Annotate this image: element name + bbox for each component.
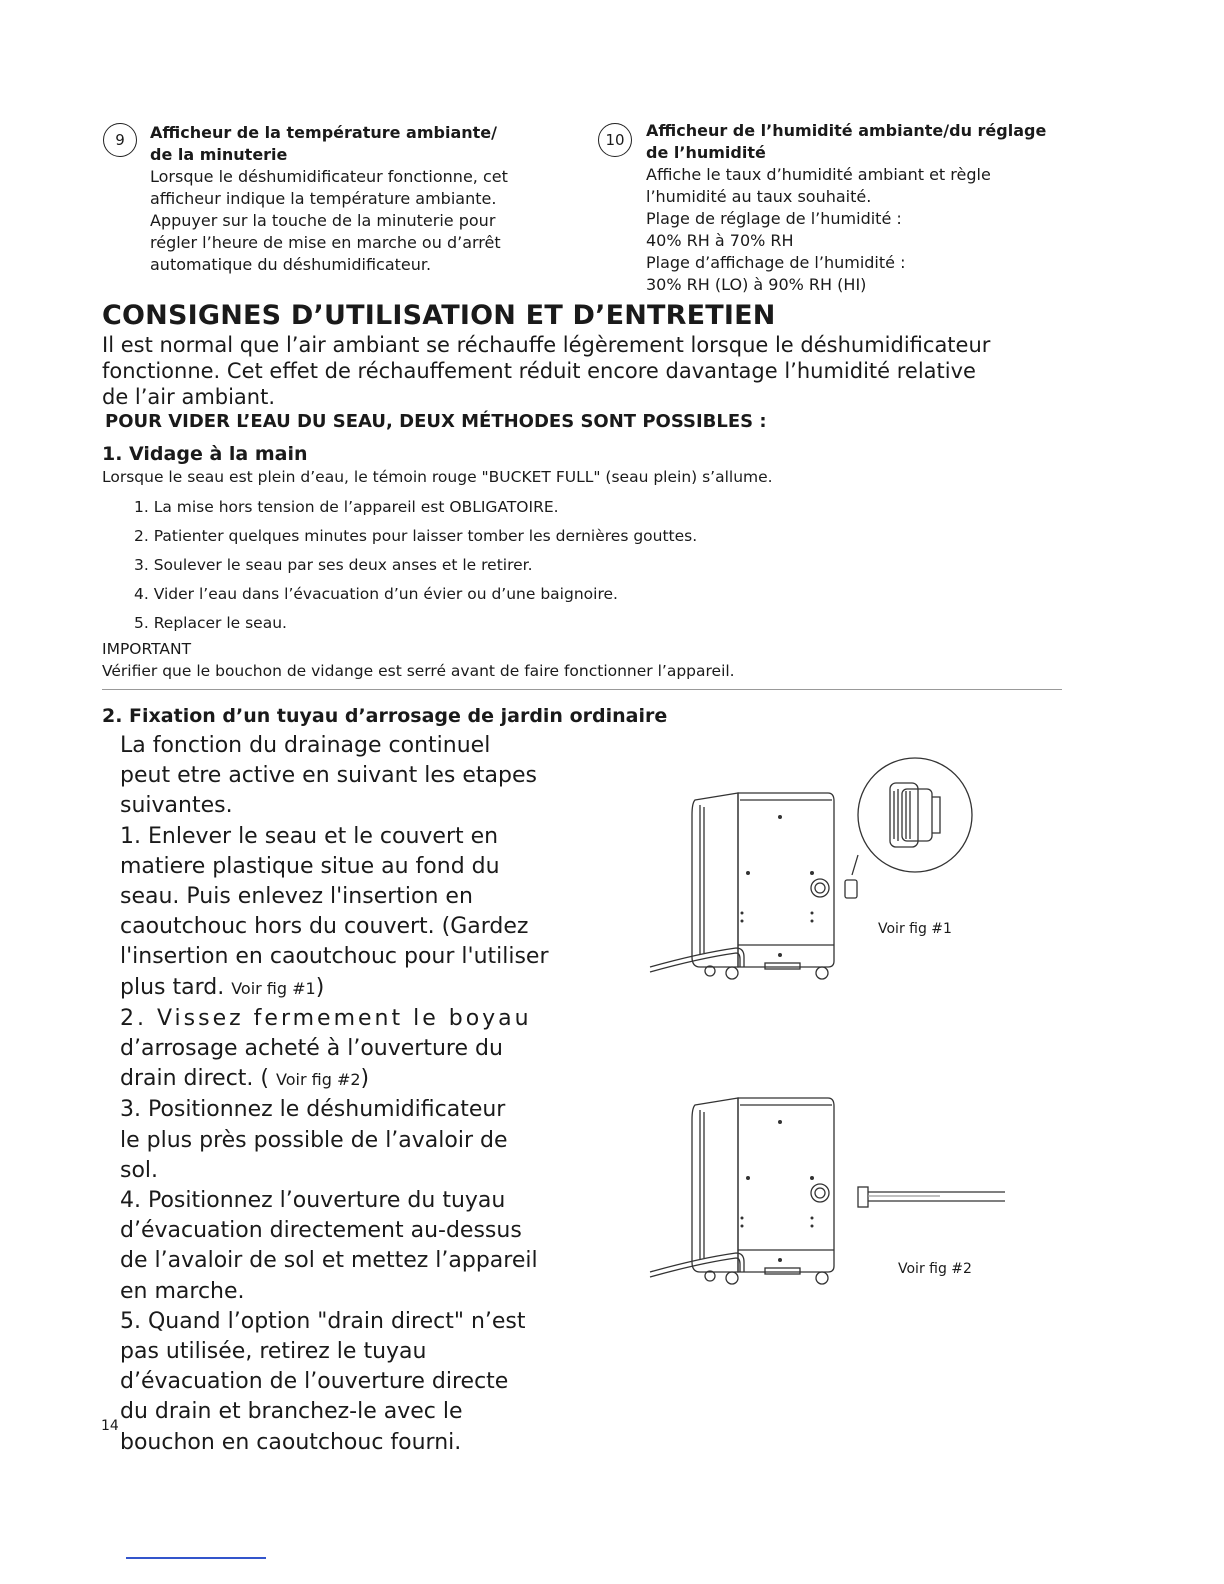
item-body-line: Plage d’affichage de l’humidité : — [646, 253, 906, 272]
instruction-line: peut etre active en suivant les etapes — [120, 763, 537, 789]
figure-ref: Voir fig #2 — [276, 1070, 361, 1090]
instruction-line: sol. — [120, 1157, 159, 1183]
instruction-line: d’évacuation directement au-dessus — [120, 1218, 522, 1244]
item-9 — [150, 122, 508, 276]
important-text: Vérifier que le bouchon de vidange est serré avant de faire fonctionner l’appareil. — [102, 662, 735, 680]
intro-paragraph — [102, 332, 990, 410]
item-body-line: régler l’heure de mise en marche ou d’arrêt — [150, 233, 501, 252]
item-body-line: Appuyer sur la touche de la minuterie pour — [150, 211, 496, 230]
instruction-line: seau. Puis enlevez l'insertion en — [120, 884, 473, 910]
section-divider — [102, 689, 1062, 690]
instruction-line: d’évacuation de l’ouverture directe — [120, 1369, 509, 1395]
instruction-line: 4. Positionnez l’ouverture du tuyau — [120, 1188, 506, 1214]
instruction-line: pas utilisée, retirez le tuyau — [120, 1339, 427, 1365]
item-title — [150, 122, 508, 166]
method1-step: 2. Patienter quelques minutes pour laisser tomber les dernières gouttes. — [134, 527, 698, 545]
method1-step: 3. Soulever le seau par ses deux anses et le retirer. — [134, 556, 533, 574]
figure-1-caption: Voir fig #1 — [878, 921, 952, 937]
item-body-line: l’humidité au taux souhaité. — [646, 187, 872, 206]
instruction-line: bouchon en caoutchouc fourni. — [120, 1429, 462, 1455]
instruction-text: ) — [315, 974, 325, 1000]
method1-title: 1. Vidage à la main — [102, 443, 308, 465]
instruction-line — [120, 1064, 549, 1095]
method1-step: 4. Vider l’eau dans l’évacuation d’un évier ou d’une baignoire. — [134, 585, 618, 603]
item-body-line: Affiche le taux d’humidité ambiant et règle — [646, 165, 991, 184]
footer-rule — [126, 1557, 266, 1559]
item-number: 9 — [115, 131, 125, 149]
instruction-line: 2. Vissez fermement le boyau — [120, 1005, 532, 1031]
page-number: 14 — [101, 1418, 119, 1434]
instruction-line: matiere plastique situe au fond du — [120, 853, 500, 879]
method1-step: 5. Replacer le seau. — [134, 614, 287, 632]
instruction-line: du drain et branchez-le avec le — [120, 1399, 463, 1425]
method1-lead: Lorsque le seau est plein d’eau, le témoin rouge "BUCKET FULL" (seau plein) s’allume. — [102, 468, 773, 486]
instruction-line: en marche. — [120, 1278, 245, 1304]
item-number-badge — [103, 123, 137, 157]
instruction-text: plus tard. — [120, 974, 225, 1000]
instruction-line: 3. Positionnez le déshumidificateur — [120, 1097, 506, 1123]
instruction-line: de l’avaloir de sol et mettez l’appareil — [120, 1248, 538, 1274]
item-title-line: Afficheur de l’humidité ambiante/du réglage — [646, 121, 1047, 140]
method1-step: 1. La mise hors tension de l’appareil est OBLIGATOIRE. — [134, 498, 559, 516]
instruction-line: d’arrosage acheté à l’ouverture du — [120, 1036, 503, 1062]
instruction-line: suivantes. — [120, 793, 233, 819]
instruction-text: ) — [360, 1066, 370, 1092]
figure-2-caption: Voir fig #2 — [898, 1261, 972, 1277]
method2-title: 2. Fixation d’un tuyau d’arrosage de jardin ordinaire — [102, 705, 668, 727]
method2-instructions — [120, 731, 549, 1458]
item-body-line: Lorsque le déshumidificateur fonctionne, cet — [150, 167, 508, 186]
important-label: IMPORTANT — [102, 640, 192, 658]
item-10 — [646, 120, 1046, 296]
item-number-badge — [598, 123, 632, 157]
figure-ref: Voir fig #1 — [231, 978, 316, 998]
item-body — [150, 166, 508, 276]
item-body-line: 30% RH (LO) à 90% RH (HI) — [646, 275, 867, 294]
instruction-line: le plus près possible de l’avaloir de — [120, 1127, 508, 1153]
figure-2-dehumidifier-illustration — [640, 1090, 1020, 1290]
item-title-line: Afficheur de la température ambiante/ — [150, 123, 497, 142]
item-title-line: de l’humidité — [646, 143, 766, 162]
instruction-line — [120, 973, 549, 1004]
intro-line: Il est normal que l’air ambiant se réchauffe légèrement lorsque le déshumidificateur — [102, 333, 991, 357]
instruction-line: 1. Enlever le seau et le couvert en — [120, 823, 499, 849]
section-heading: CONSIGNES D’UTILISATION ET D’ENTRETIEN — [102, 300, 776, 331]
methods-heading: POUR VIDER L’EAU DU SEAU, DEUX MÉTHODES SONT POSSIBLES : — [105, 411, 767, 432]
item-body-line: afficheur indique la température ambiante. — [150, 189, 497, 208]
figure-1-dehumidifier-illustration — [640, 745, 980, 985]
item-body-line: automatique du déshumidificateur. — [150, 255, 432, 274]
instruction-line: La fonction du drainage continuel — [120, 733, 491, 758]
intro-line: fonctionne. Cet effet de réchauffement réduit encore davantage l’humidité relative — [102, 359, 976, 383]
item-number: 10 — [605, 131, 625, 149]
item-title — [646, 120, 1046, 164]
instruction-text: drain direct. ( — [120, 1066, 270, 1092]
instruction-line: l'insertion en caoutchouc pour l'utiliser — [120, 944, 549, 970]
item-body-line: 40% RH à 70% RH — [646, 231, 794, 250]
instruction-line: caoutchouc hors du couvert. (Gardez — [120, 914, 529, 940]
intro-line: de l’air ambiant. — [102, 385, 276, 409]
item-title-line: de la minuterie — [150, 145, 288, 164]
item-body-line: Plage de réglage de l’humidité : — [646, 209, 902, 228]
instruction-line: 5. Quand l’option "drain direct" n’est — [120, 1308, 526, 1334]
item-body — [646, 164, 1046, 296]
